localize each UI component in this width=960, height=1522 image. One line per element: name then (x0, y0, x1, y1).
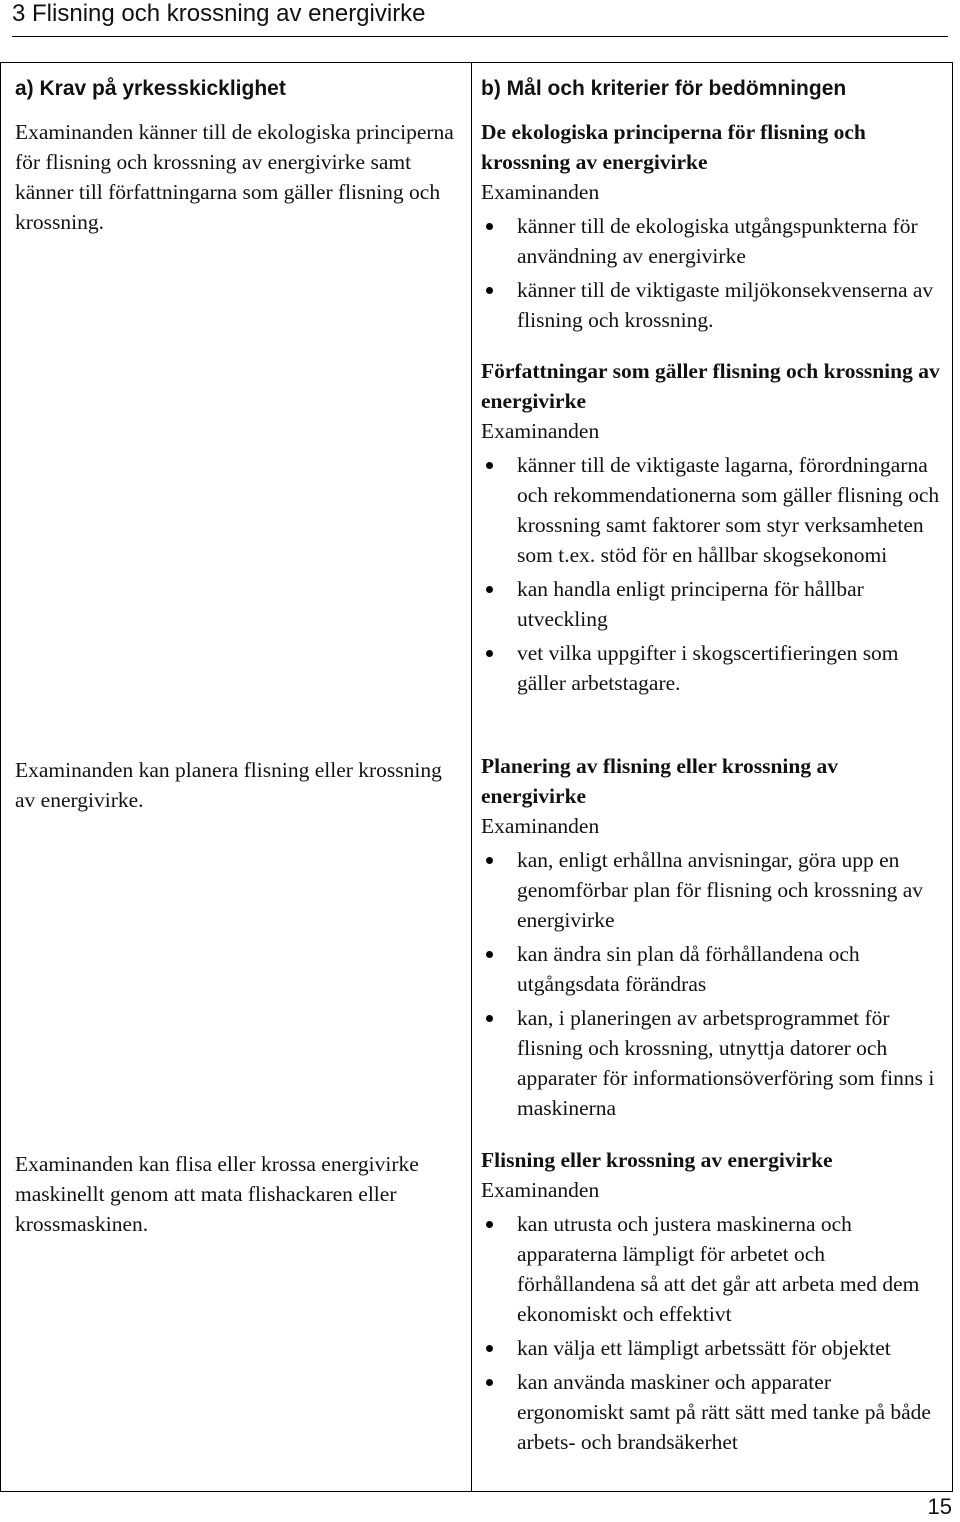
page-number: 15 (927, 1494, 952, 1519)
list-item: kan, i planeringen av arbetsprogrammet för flisning och krossning, utnyttja datorer och apparater för informationsöverföring som finns i maskinerna (481, 1003, 943, 1123)
section-chipping (481, 1145, 943, 1457)
column-divider (471, 63, 472, 1491)
left-text-chipping: Examinanden kan flisa eller krossa energivirke maskinellt genom att mata flishackaren eller krossmaskinen. (15, 1152, 419, 1236)
list-item: vet vilka uppgifter i skogscertifieringen som gäller arbetstagare. (481, 638, 943, 698)
list-item: känner till de viktigaste miljökonsekvenserna av flisning och krossning. (481, 275, 943, 335)
section-ecological (481, 117, 943, 335)
criteria-list (481, 845, 943, 1123)
section-lead: Examinanden (481, 180, 600, 204)
list-item: kan använda maskiner och apparater ergonomiskt samt på rätt sätt med tanke på både arbets- och brandsäkerhet (481, 1367, 943, 1457)
section-heading: 3 Flisning och krossning av energivirke (12, 0, 948, 37)
criteria-list (481, 450, 943, 698)
list-item: kan välja ett lämpligt arbetssätt för objektet (481, 1333, 943, 1363)
section-title: Flisning eller krossning av energivirke (481, 1148, 833, 1172)
list-item: känner till de ekologiska utgångspunkterna för användning av energivirke (481, 211, 943, 271)
section-lead: Examinanden (481, 814, 600, 838)
left-text-knowledge: Examinanden känner till de ekologiska principerna för flisning och krossning av energivirke samt känner till författningarna som gäller flisning och krossning. (15, 120, 454, 234)
section-title: De ekologiska principerna för flisning och krossning av energivirke (481, 120, 866, 174)
criteria-table (0, 62, 953, 1492)
criteria-list (481, 211, 943, 335)
list-item: kan handla enligt principerna för hållbar utveckling (481, 574, 943, 634)
list-item: kan utrusta och justera maskinerna och apparaterna lämpligt för arbetet och förhållandena så att det går att arbeta med dem ekonomiskt och effektivt (481, 1209, 943, 1329)
section-lead: Examinanden (481, 419, 600, 443)
left-column-header: a) Krav på yrkesskicklighet (15, 77, 286, 100)
section-title: Författningar som gäller flisning och krossning av energivirke (481, 359, 940, 413)
list-item: kan ändra sin plan då förhållandena och utgångsdata förändras (481, 939, 943, 999)
section-lead: Examinanden (481, 1178, 600, 1202)
section-regulations (481, 356, 943, 698)
section-title: Planering av flisning eller krossning av energivirke (481, 754, 838, 808)
section-planning (481, 751, 943, 1123)
list-item: kan, enligt erhållna anvisningar, göra upp en genomförbar plan för flisning och krossning av energivirke (481, 845, 943, 935)
list-item: känner till de viktigaste lagarna, förordningarna och rekommendationerna som gäller flisning och krossning samt faktorer som styr verksamheten som t.ex. stöd för en hållbar skogsekonomi (481, 450, 943, 570)
criteria-list (481, 1209, 943, 1457)
left-text-planning: Examinanden kan planera flisning eller krossning av energivirke. (15, 758, 442, 812)
right-column-header: b) Mål och kriterier för bedömningen (481, 77, 847, 100)
